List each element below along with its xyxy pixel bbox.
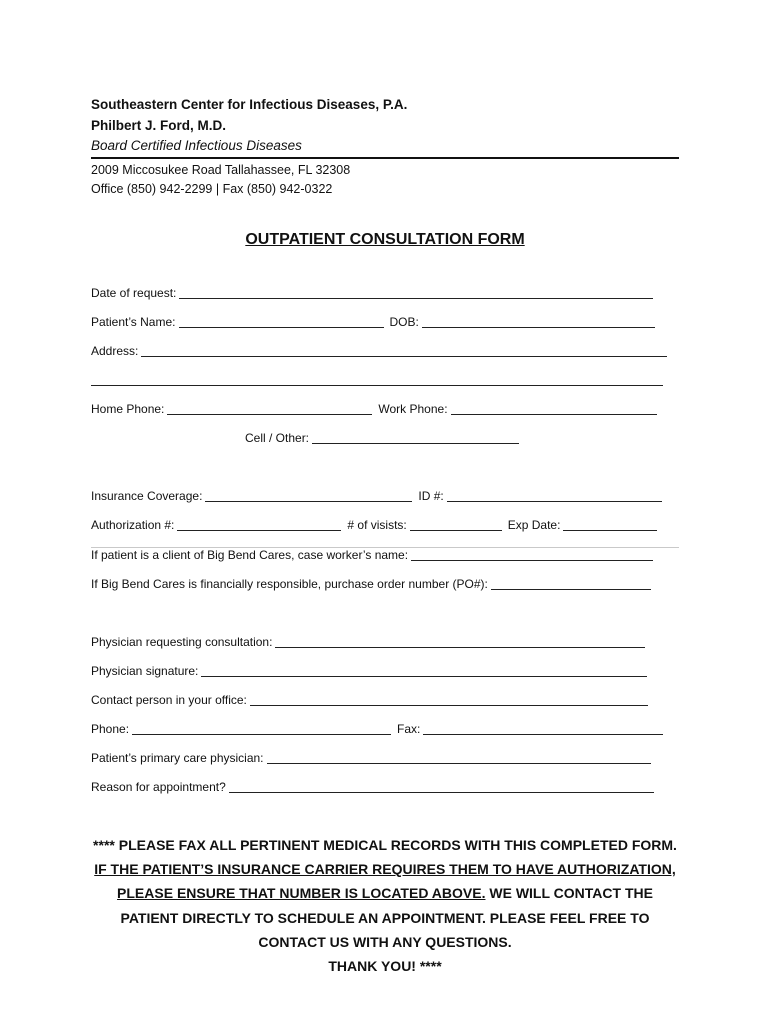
phone-row bbox=[91, 400, 657, 418]
case-worker-field[interactable] bbox=[411, 547, 653, 561]
cell-other-label: Cell / Other: bbox=[245, 431, 310, 445]
patient-name-field[interactable] bbox=[179, 314, 384, 328]
cell-other-field[interactable] bbox=[312, 430, 519, 444]
home-phone-label: Home Phone: bbox=[91, 402, 165, 416]
case-worker-row bbox=[91, 546, 653, 564]
letterhead-divider bbox=[91, 157, 679, 159]
address-field[interactable] bbox=[141, 343, 667, 357]
physician-requesting-label: Physician requesting consultation: bbox=[91, 635, 273, 649]
patient-name-row bbox=[91, 313, 655, 331]
phone-label: Phone: bbox=[91, 722, 130, 736]
date-of-request-label: Date of request: bbox=[91, 286, 177, 300]
authorization-field[interactable] bbox=[177, 517, 341, 531]
date-of-request-row bbox=[91, 284, 653, 302]
home-phone-field[interactable] bbox=[167, 401, 372, 415]
primary-care-field[interactable] bbox=[267, 750, 651, 764]
doctor-name: Philbert J. Ford, M.D. bbox=[91, 118, 227, 133]
phone-field[interactable] bbox=[132, 721, 391, 735]
id-number-label: ID #: bbox=[418, 489, 444, 503]
address-line-2-row bbox=[91, 371, 663, 389]
insurance-coverage-label: Insurance Coverage: bbox=[91, 489, 203, 503]
phone-fax-row bbox=[91, 720, 663, 738]
authorization-label: Authorization #: bbox=[91, 518, 175, 532]
notice-authorization-underlined: IF THE PATIENT’S INSURANCE CARRIER REQUIRES THEM TO HAVE AUTHORIZATION, PLEASE ENSURE THAT NUMBER IS LOCATED ABOVE. bbox=[94, 861, 676, 902]
physician-requesting-field[interactable] bbox=[275, 634, 645, 648]
purchase-order-field[interactable] bbox=[491, 576, 651, 590]
fax-notice bbox=[90, 833, 680, 978]
dob-label: DOB: bbox=[389, 315, 419, 329]
id-number-field[interactable] bbox=[447, 488, 662, 502]
physician-requesting-row bbox=[91, 633, 645, 651]
work-phone-label: Work Phone: bbox=[378, 402, 448, 416]
primary-care-label: Patient’s primary care physician: bbox=[91, 751, 264, 765]
contact-person-field[interactable] bbox=[250, 692, 648, 706]
reason-field[interactable] bbox=[229, 779, 654, 793]
purchase-order-row bbox=[91, 575, 651, 593]
contact-person-row bbox=[91, 691, 648, 709]
patient-name-label: Patient’s Name: bbox=[91, 315, 176, 329]
specialty: Board Certified Infectious Diseases bbox=[91, 138, 302, 153]
office-address: 2009 Miccosukee Road Tallahassee, FL 32308 bbox=[91, 163, 351, 177]
fax-label: Fax: bbox=[397, 722, 421, 736]
cell-other-row bbox=[245, 429, 519, 447]
insurance-coverage-field[interactable] bbox=[205, 488, 412, 502]
dob-field[interactable] bbox=[422, 314, 655, 328]
physician-signature-field[interactable] bbox=[201, 663, 647, 677]
reason-label: Reason for appointment? bbox=[91, 780, 226, 794]
exp-date-field[interactable] bbox=[563, 517, 657, 531]
purchase-order-label: If Big Bend Cares is financially responsible, purchase order number (PO#): bbox=[91, 577, 488, 591]
fax-field[interactable] bbox=[423, 721, 663, 735]
contact-person-label: Contact person in your office: bbox=[91, 693, 247, 707]
letterhead bbox=[91, 94, 679, 199]
case-worker-label: If patient is a client of Big Bend Cares, case worker’s name: bbox=[91, 548, 409, 562]
primary-care-row bbox=[91, 749, 651, 767]
insurance-row bbox=[91, 487, 662, 505]
form-title: OUTPATIENT CONSULTATION FORM bbox=[245, 231, 525, 248]
address-row bbox=[91, 342, 667, 360]
physician-signature-label: Physician signature: bbox=[91, 664, 199, 678]
date-of-request-field[interactable] bbox=[179, 285, 653, 299]
work-phone-field[interactable] bbox=[451, 401, 657, 415]
org-name: Southeastern Center for Infectious Diseases, P.A. bbox=[91, 97, 408, 112]
num-visits-field[interactable] bbox=[410, 517, 502, 531]
reason-row bbox=[91, 778, 654, 796]
authorization-row bbox=[91, 516, 657, 534]
notice-thank-you: THANK YOU! **** bbox=[328, 958, 442, 975]
office-contact: Office (850) 942-2299 | Fax (850) 942-0322 bbox=[91, 182, 333, 196]
address-line-2-field[interactable] bbox=[91, 372, 663, 386]
address-label: Address: bbox=[91, 344, 139, 358]
physician-signature-row bbox=[91, 662, 647, 680]
exp-date-label: Exp Date: bbox=[507, 518, 561, 532]
notice-part-3: WE WILL CONTACT THE PATIENT DIRECTLY TO SCHEDULE AN APPOINTMENT. PLEASE FEEL FREE TO CONTACT US WITH ANY QUESTIONS. bbox=[120, 885, 653, 950]
notice-part-1: **** PLEASE FAX ALL PERTINENT MEDICAL RECORDS WITH THIS COMPLETED FORM. bbox=[93, 837, 677, 853]
num-visits-label: # of visists: bbox=[347, 518, 407, 532]
